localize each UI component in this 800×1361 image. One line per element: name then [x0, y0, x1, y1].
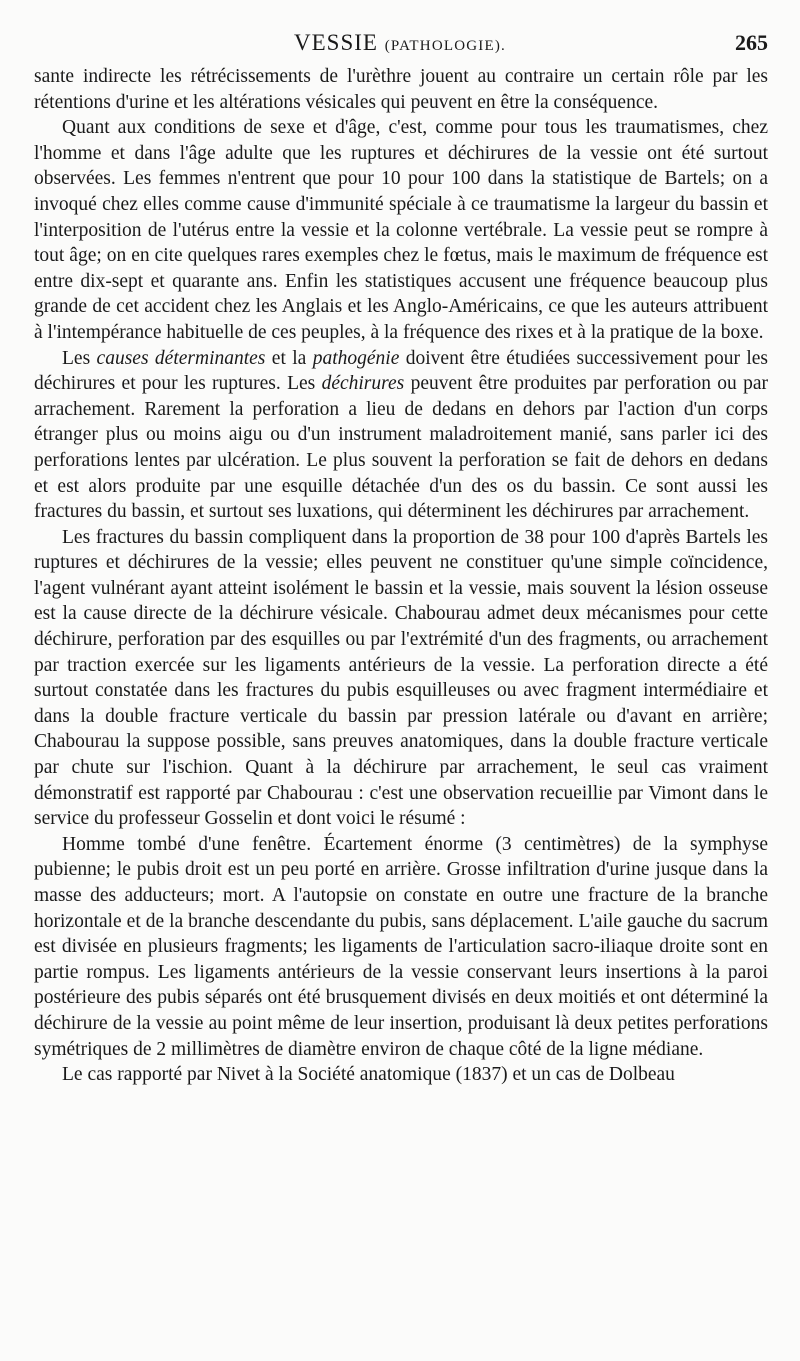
- paragraph-case-report: Homme tombé d'une fenêtre. Écartement énorme (3 centimètres) de la symphyse pubienne; le pubis droit est un peu porté en arrière. Grosse infiltration d'urine jusque dans la masse des adducteurs; mort. A l'autopsie on constate en outre une fracture de la branche horizontale et de la branche descendante du pubis, sans déplacement. L'aile gauche du sacrum est divisée en plusieurs fragments; les ligaments de l'articulation sacro-iliaque droite sont en partie rompus. Les ligaments antérieurs de la vessie conservant leurs insertions à la paroi postérieure des pubis séparés ont été brusquement divisés en deux moitiés et ont déterminé la déchirure de la vessie au point même de leur insertion, produisant là deux petites perforations symétriques de 2 millimètres de diamètre environ de chaque côté de la ligne médiane.: [34, 833, 768, 1060]
- paragraph-sex-age: Quant aux conditions de sexe et d'âge, c'est, comme pour tous les traumatismes, chez l'homme et dans l'âge adulte que les ruptures et déchirures de la vessie ont été surtout observées. Les femmes n'entrent que pour 10 pour 100 dans la statistique de Bartels; on a invoqué chez elles comme cause d'immunité spéciale à ce traumatisme la largeur du bassin et l'interposition de l'utérus entre la vessie et la colonne vertébrale. La vessie peut se rompre à tout âge; on en cite quelques rares exemples chez le fœtus, mais le maximum de fréquence est entre dix-sept et quarante ans. Enfin les statistiques accusent une fréquence beaucoup plus grande de cet accident chez les Anglais et les Anglo-Américains, ce que les auteurs attribuent à l'intempérance habituelle de ces peuples, à la fréquence des rixes et à la pratique de la boxe.: [34, 117, 768, 343]
- body-text: [34, 64, 768, 1088]
- paragraph-continued: sante indirecte les rétrécissements de l'urèthre jouent au contraire un certain rôle par les rétentions d'urine et les altérations vésicales qui peuvent en être la conséquence.: [34, 66, 768, 113]
- emphasis-pathogenie: pathogénie: [312, 347, 400, 369]
- paragraph-causes: [34, 346, 768, 525]
- paragraph-causes-lead: Les: [62, 347, 97, 369]
- paragraph-causes-tail: peuvent être produites par perforation ou par arrachement. Rarement la perforation a lieu de dedans en dehors par l'action d'un corps étranger plus ou moins aigu ou d'un instrument maladroitement manié, sans parler ici des perforations lentes par ulcération. Le plus souvent la perforation se fait de dehors en dedans et est alors produite par une esquille détachée d'un des os du bassin. Ce sont aussi les fractures du bassin, et surtout ses luxations, qui déterminent les déchirures par arrachement.: [34, 373, 768, 523]
- paragraph-fractures: Les fractures du bassin compliquent dans la proportion de 38 pour 100 d'après Bartels les ruptures et déchirures de la vessie; elles peuvent ne constituer qu'une simple coïncidence, l'agent vulnérant ayant atteint isolément le bassin et la vessie, mais souvent la lésion osseuse est la cause directe de la déchirure vésicale. Chabourau admet deux mécanismes pour cette déchirure, perforation par des esquilles ou par l'extrémité d'un des fragments, ou arrachement par traction exercée sur les ligaments antérieurs de la vessie. La perforation directe a été surtout constatée dans les fractures du pubis esquilleuses ou avec fragment intermédiaire et dans la double fracture verticale du bassin par pression latérale ou d'avant en arrière; Chabourau la suppose possible, sans preuves anatomiques, dans la double fracture verticale par chute sur l'ischion. Quant à la déchirure par arrachement, le seul cas vraiment démonstratif est rapporté par Chabourau : c'est une observation recueillie par Vimont dans le service du professeur Gosselin et dont voici le résumé :: [34, 526, 768, 830]
- paragraph-causes-mid1: et la: [265, 347, 313, 369]
- emphasis-dechirures: déchirures: [321, 373, 405, 395]
- running-title-main: VESSIE: [294, 30, 378, 55]
- paragraph-causes-mid2: doivent être étudiées successivement pour les déchirures et pour les ruptures. Les: [34, 347, 768, 395]
- running-title-sub: (PATHOLOGIE).: [384, 38, 506, 54]
- emphasis-causes: causes déterminantes: [96, 347, 266, 369]
- running-header: [32, 22, 768, 62]
- paragraph-nivet: Le cas rapporté par Nivet à la Société anatomique (1837) et un cas de Dolbeau: [62, 1064, 675, 1086]
- page-number: 265: [735, 30, 768, 55]
- running-title: [32, 30, 768, 56]
